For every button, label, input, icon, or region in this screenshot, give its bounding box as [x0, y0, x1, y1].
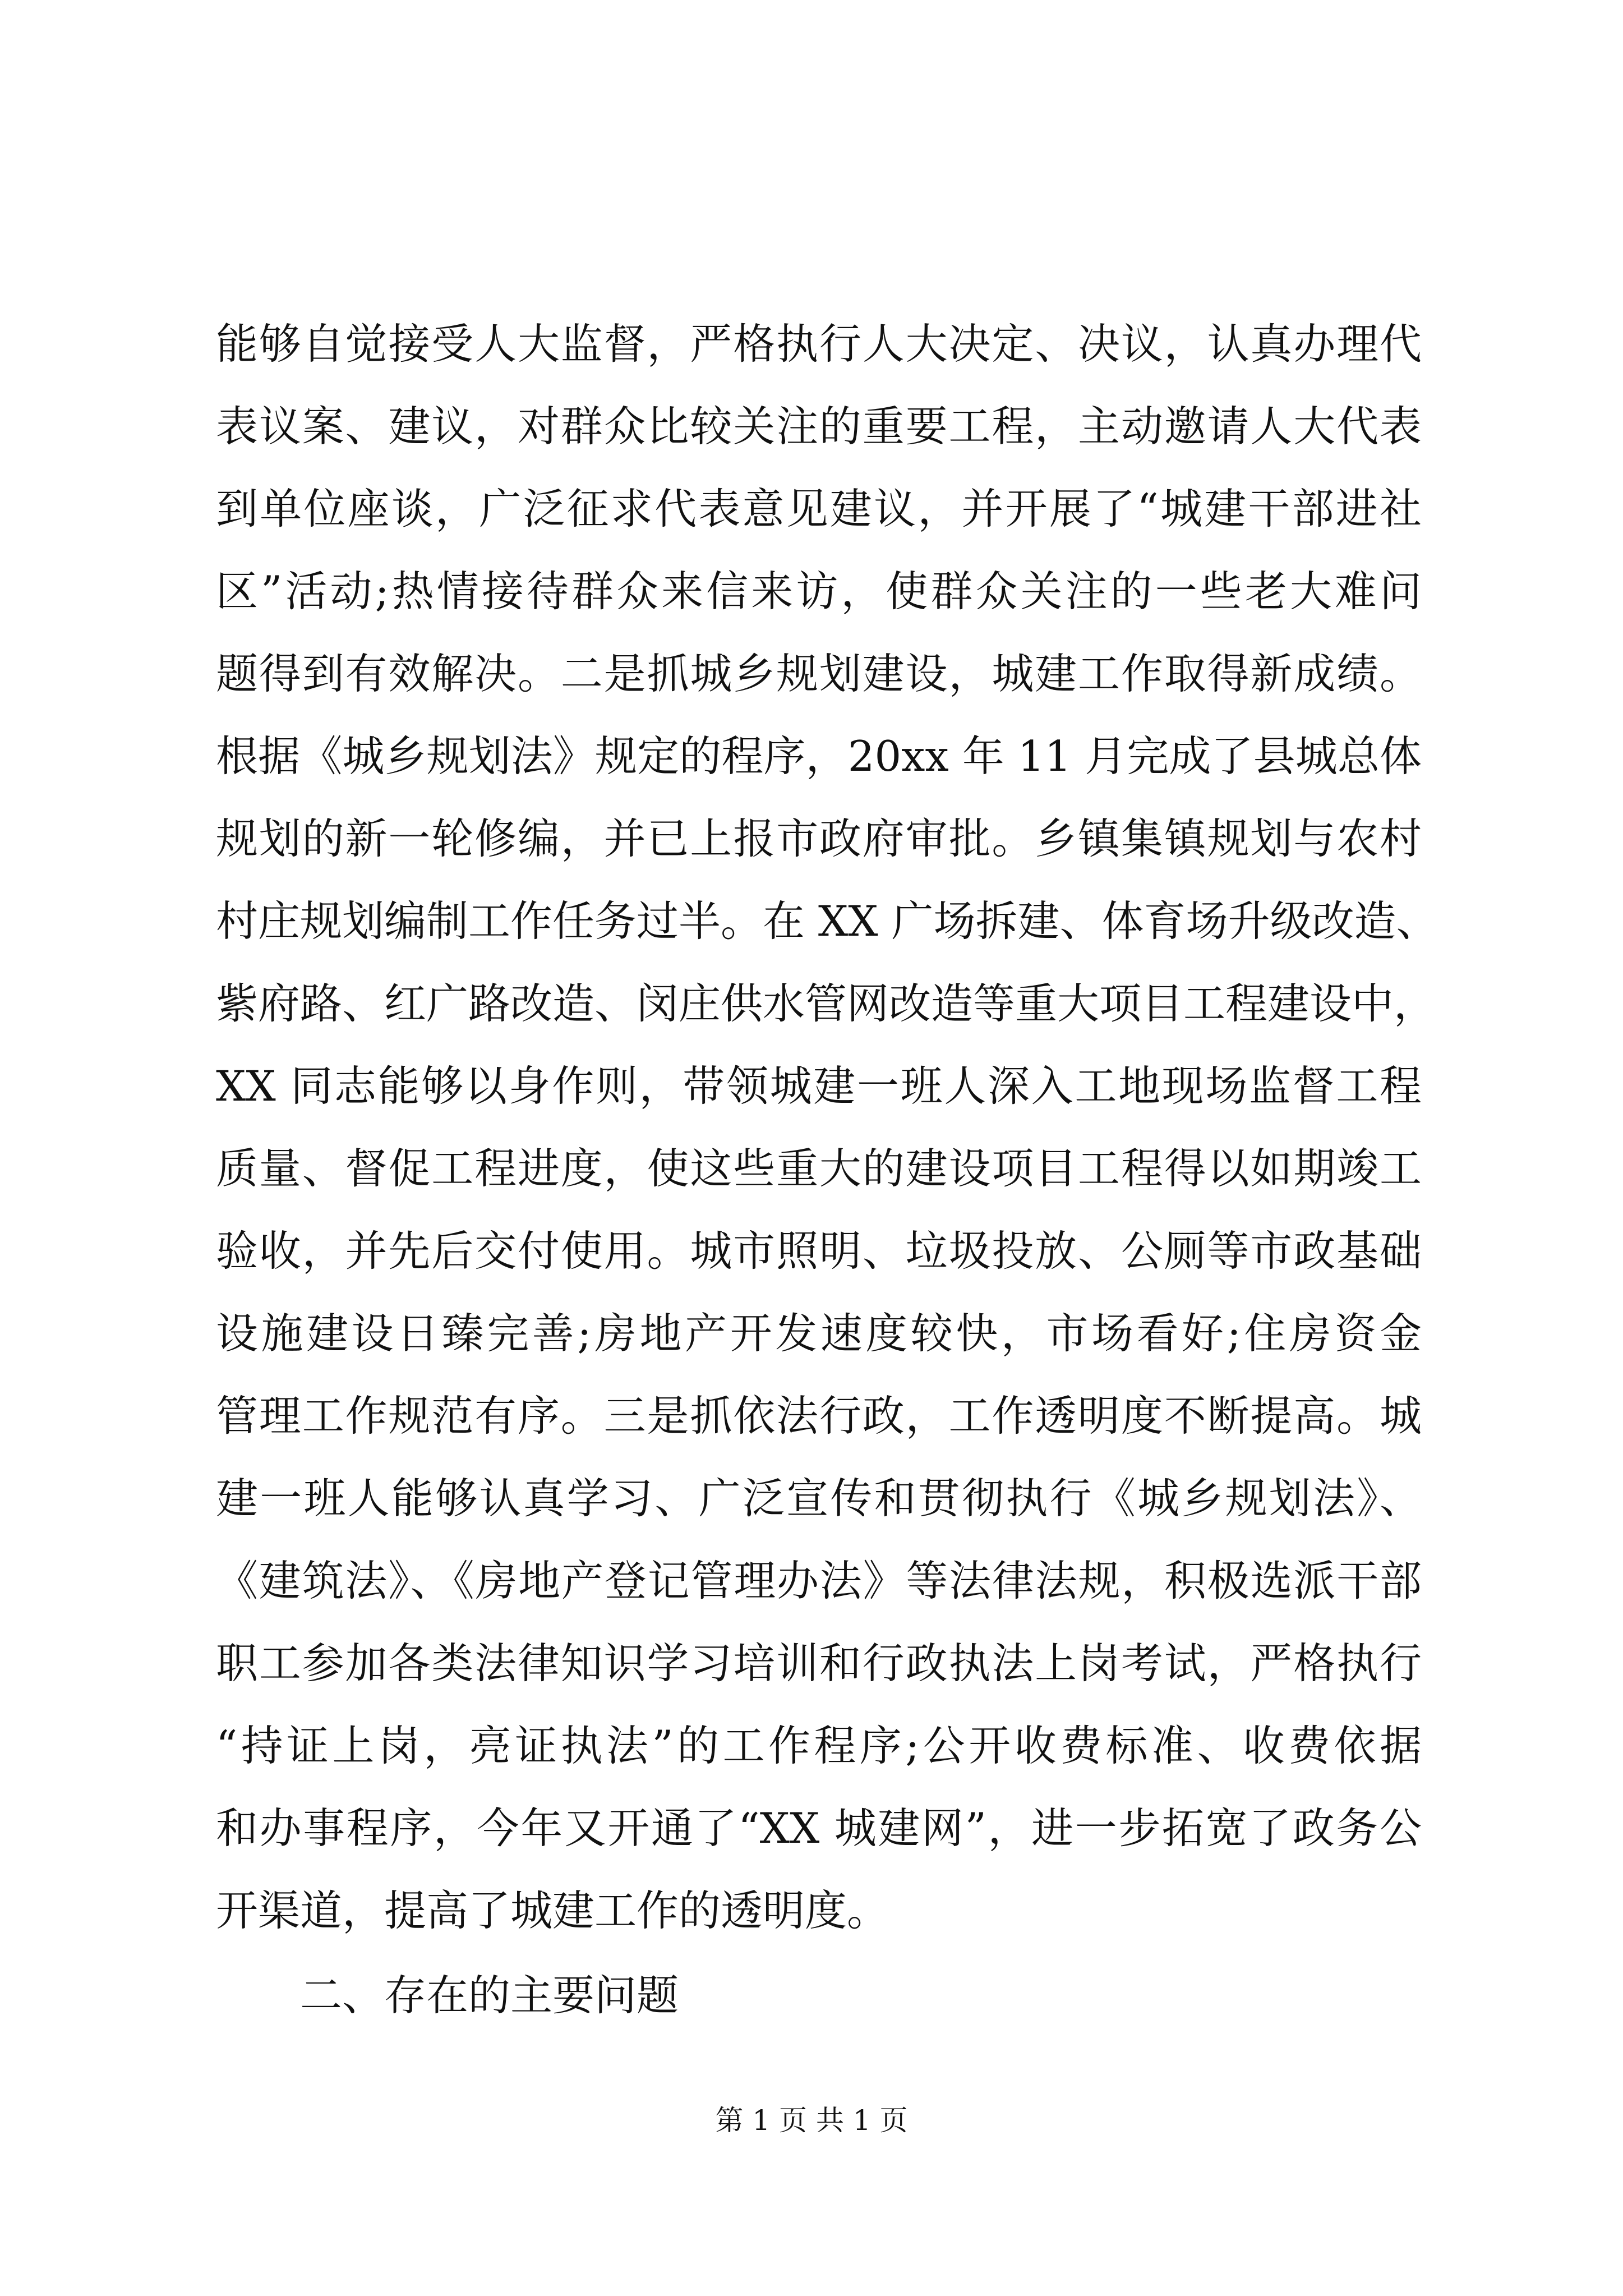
paragraph-line: 表议案、建议，对群众比较关注的重要工程，主动邀请人大代表 — [216, 402, 1422, 451]
paragraph-line: 到单位座谈，广泛征求代表意见建议，并开展了“城建干部进社 — [216, 484, 1422, 533]
paragraph-line: 验收，并先后交付使用。城市照明、垃圾投放、公厕等市政基础 — [216, 1226, 1422, 1276]
body-paragraph — [216, 303, 1438, 2037]
paragraph-line: 开渠道，提高了城建工作的透明度。 — [216, 1886, 889, 1935]
paragraph-line: 《建筑法》、《房地产登记管理办法》等法律法规，积极选派干部 — [216, 1556, 1422, 1605]
paragraph-line: 能够自觉接受人大监督，严格执行人大决定、决议，认真办理代 — [216, 319, 1422, 369]
paragraph-line: 区”活动;热情接待群众来信来访，使群众关注的一些老大难问 — [216, 567, 1422, 616]
paragraph-line: 题得到有效解决。二是抓城乡规划建设，城建工作取得新成绩。 — [216, 649, 1422, 698]
paragraph-line: 和办事程序，今年又开通了“XX 城建网”，进一步拓宽了政务公 — [216, 1803, 1422, 1853]
paragraph-line: XX 同志能够以身作则，带领城建一班人深入工地现场监督工程 — [216, 1061, 1422, 1111]
section-heading: 二、存在的主要问题 — [300, 1971, 679, 2020]
paragraph-line: 职工参加各类法律知识学习培训和行政执法上岗考试，严格执行 — [216, 1639, 1422, 1688]
paragraph-line: 规划的新一轮修编，并已上报市政府审批。乡镇集镇规划与农村 — [216, 814, 1422, 863]
paragraph-line: 质量、督促工程进度，使这些重大的建设项目工程得以如期竣工 — [216, 1144, 1422, 1193]
paragraph-line: 紫府路、红广路改造、闵庄供水管网改造等重大项目工程建设中， — [216, 979, 1436, 1028]
paragraph-line: “持证上岗，亮证执法”的工作程序;公开收费标准、收费依据 — [216, 1721, 1422, 1770]
page-footer: 第 1 页 共 1 页 — [715, 2104, 908, 2137]
paragraph-line: 设施建设日臻完善;房地产开发速度较快，市场看好;住房资金 — [216, 1309, 1422, 1358]
paragraph-line: 根据《城乡规划法》规定的程序，20xx 年 11 月完成了县城总体 — [216, 731, 1422, 781]
paragraph-line: 管理工作规范有序。三是抓依法行政，工作透明度不断提高。城 — [216, 1391, 1422, 1441]
paragraph-line: 村庄规划编制工作任务过半。在 XX 广场拆建、体育场升级改造、 — [216, 896, 1438, 946]
paragraph-line: 建一班人能够认真学习、广泛宣传和贯彻执行《城乡规划法》、 — [216, 1474, 1422, 1523]
